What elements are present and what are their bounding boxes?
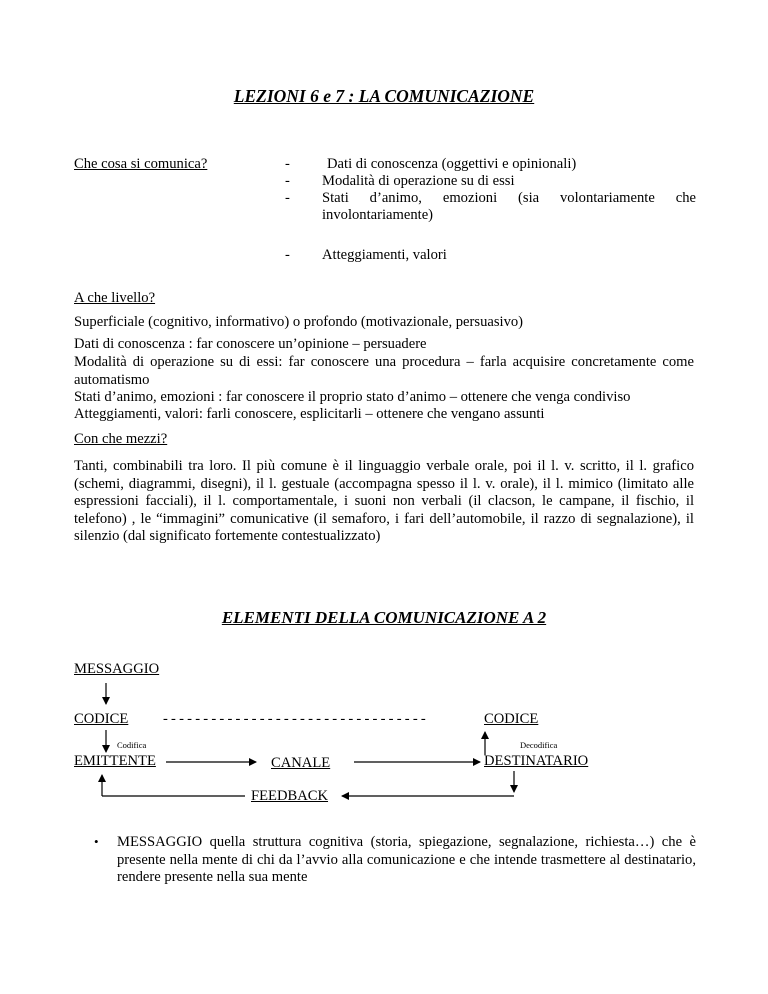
question-level: A che livello?	[74, 290, 156, 306]
list-dash: -	[285, 156, 290, 172]
question-what: Che cosa si comunica?	[74, 156, 208, 172]
level-line: Dati di conoscenza : far conoscere un’opinione – persuadere	[74, 336, 427, 352]
level-line: Stati d’animo, emozioni : far conoscere il proprio stato d’animo – ottenere che venga condiviso	[74, 389, 631, 405]
page-title: LEZIONI 6 e 7 : LA COMUNICAZIONE	[233, 86, 535, 106]
diagram-codice-right: CODICE	[484, 711, 539, 727]
list-dash: -	[285, 247, 290, 263]
list-item: Atteggiamenti, valori	[322, 247, 447, 263]
section-title: ELEMENTI DELLA COMUNICAZIONE A 2	[221, 608, 547, 627]
diagram-feedback: FEEDBACK	[251, 788, 329, 804]
diagram-codifica: Codifica	[117, 740, 147, 750]
list-dash: -	[285, 173, 290, 189]
level-line: Modalità di operazione su di essi: far conoscere una procedura – farla acquisire concretamente come automatismo	[74, 354, 694, 388]
diagram-messaggio: MESSAGGIO	[74, 661, 160, 677]
list-item: Dati di conoscenza (oggettivi e opinionali)	[327, 156, 577, 172]
list-dash: -	[285, 190, 290, 206]
diagram-emittente: EMITTENTE	[74, 753, 156, 769]
list-item: Modalità di operazione su di essi	[322, 173, 515, 189]
diagram-canale: CANALE	[271, 755, 331, 771]
diagram-dashes: ---------------------------------	[163, 711, 429, 727]
bullet-text: MESSAGGIO quella struttura cognitiva (storia, spiegazione, segnalazione, richiesta…) che è presente nella mente di chi da l’avvio alla comunicazione e che intende trasmettere al destinatario, rendere presente nella sua mente	[117, 834, 696, 885]
level-line: Atteggiamenti, valori: farli conoscere, esplicitarli – ottenere che vengano assunti	[74, 406, 545, 422]
diagram-codice-left: CODICE	[74, 711, 129, 727]
diagram-destinatario: DESTINATARIO	[484, 753, 589, 769]
bullet-icon: •	[94, 834, 99, 849]
question-means: Con che mezzi?	[74, 431, 168, 447]
list-item: Stati d’animo, emozioni (sia volontariamente che involontariamente)	[322, 190, 696, 223]
level-intro: Superficiale (cognitivo, informativo) o profondo (motivazionale, persuasivo)	[74, 314, 524, 330]
means-text: Tanti, combinabili tra loro. Il più comune è il linguaggio verbale orale, poi il l. v. scritto, il l. grafico (schemi, diagrammi, disegni), il l. gestuale (accompagna spesso il l. v. orale), il l. mimico (limitato alle espressioni facciali), il l. comportamentale, i suoni non verbali (il clacson, le campane, il fischio, il telefono) , le “immagini” comunicative (il semaforo, i fari dell’automobile, il razzo di segnalazione), il silenzio (dal significato fortemente contestualizzato)	[74, 458, 694, 544]
diagram-decodifica: Decodifica	[520, 740, 558, 750]
